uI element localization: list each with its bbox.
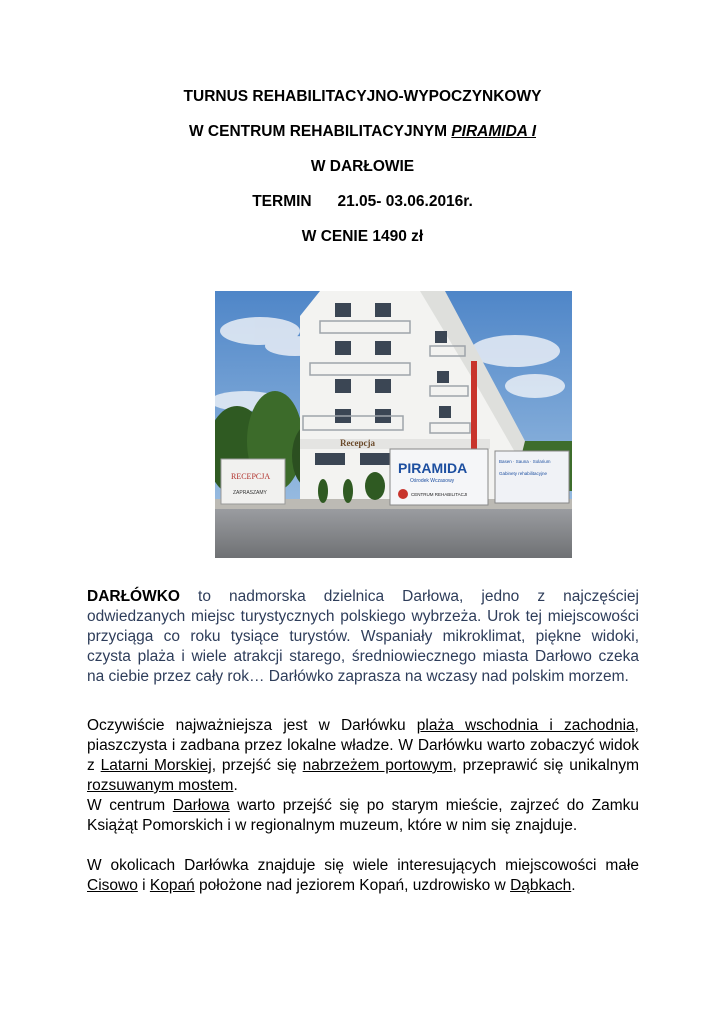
p3-text-a: W okolicach Darłówka znajduje się wiele interesujących miejscowości małe: [87, 857, 639, 874]
p3-text-c: położone nad jeziorem Kopań, uzdrowisko w: [194, 877, 511, 894]
intro-text: to nadmorska dzielnica Darłowa, jedno z najczęściej odwiedzanych miejsc turystycznych polskiego wybrzeża. Urok tej miejscowości przyciąga co roku tysiące turystów. Wspaniały mikroklimat, piękne widoki, czysta plaża i wiele atrakcji starego, średniowiecznego miasta Darłowo czeka na ciebie przez cały rok… Darłówko zaprasza na wczasy nad polskim morzem.: [87, 588, 639, 685]
p1-text-d: , przeprawić się unikalnym: [452, 757, 640, 774]
title-line-2-prefix: W CENTRUM REHABILITACYJNYM: [188, 123, 452, 140]
drawbridge-link[interactable]: rozsuwanym mostem: [87, 777, 234, 794]
reception-sign: Recepcja: [340, 438, 375, 448]
surroundings-paragraph: [87, 856, 639, 896]
p2-text-a: W centrum: [87, 797, 173, 814]
lighthouse-link[interactable]: Latarni Morskiej: [100, 757, 212, 774]
term-label: TERMIN: [252, 193, 312, 210]
p1-text-c: , przejść się: [211, 757, 303, 774]
pavement: [215, 509, 572, 558]
term-line: [0, 193, 725, 211]
intro-paragraph: [87, 587, 639, 687]
p1-text-b: , piaszczysta i zadbana przez lokalne władze. W Darłówku warto zobaczyć widok z: [87, 717, 639, 774]
sign-right: [495, 451, 569, 503]
p3-text-b: i: [137, 877, 150, 894]
title-line-1: TURNUS REHABILITACYJNO-WYPOCZYNKOWY: [183, 88, 542, 105]
town-center-paragraph: [87, 796, 639, 836]
darlowo-link[interactable]: Darłowa: [172, 797, 230, 814]
kopan-link[interactable]: Kopań: [149, 877, 195, 894]
attractions-paragraph: [87, 716, 639, 796]
p1-text-e: .: [233, 777, 238, 794]
price-line: W CENIE 1490 zł: [301, 228, 424, 245]
cisowo-link[interactable]: Cisowo: [87, 877, 138, 894]
sign-left-text-2: ZAPRASZAMY: [233, 490, 267, 496]
title-line-3: W DARŁOWIE: [310, 158, 415, 175]
intro-lead: DARŁÓWKO: [87, 588, 180, 605]
beach-link[interactable]: plaża wschodnia i zachodnia: [416, 717, 635, 734]
term-dates: 21.05- 03.06.2016r.: [337, 193, 473, 210]
p3-text-d: .: [571, 877, 576, 894]
sign-brand-sub: Ośrodek Wczasowy: [410, 478, 455, 484]
p2-text-b: warto przejść się po starym mieście, zajrzeć do Zamku Książąt Pomorskich i w regionalnym muzeum, które w nim się znajduje.: [87, 797, 639, 834]
center-name: PIRAMIDA I: [451, 123, 537, 140]
sign-rehab-text: CENTRUM REHABILITACJI: [411, 492, 468, 497]
title-line-2: [0, 123, 725, 141]
sign-left: [221, 459, 285, 504]
sign-left-text-1: RECEPCJA: [231, 472, 271, 481]
port-quay-link[interactable]: nabrzeżem portowym: [302, 757, 453, 774]
sign-brand: [390, 449, 488, 505]
p1-text-a: Oczywiście najważniejsza jest w Darłówku: [87, 717, 417, 734]
dabki-link[interactable]: Dąbkach: [510, 877, 572, 894]
building-photo: [215, 291, 572, 558]
sign-right-text-2: Gabinety rehabilitacyjne: [499, 471, 548, 476]
sign-right-text-1: Basen · Sauna · Solarium: [499, 459, 551, 464]
sign-brand-text: PIRAMIDA: [398, 460, 468, 476]
